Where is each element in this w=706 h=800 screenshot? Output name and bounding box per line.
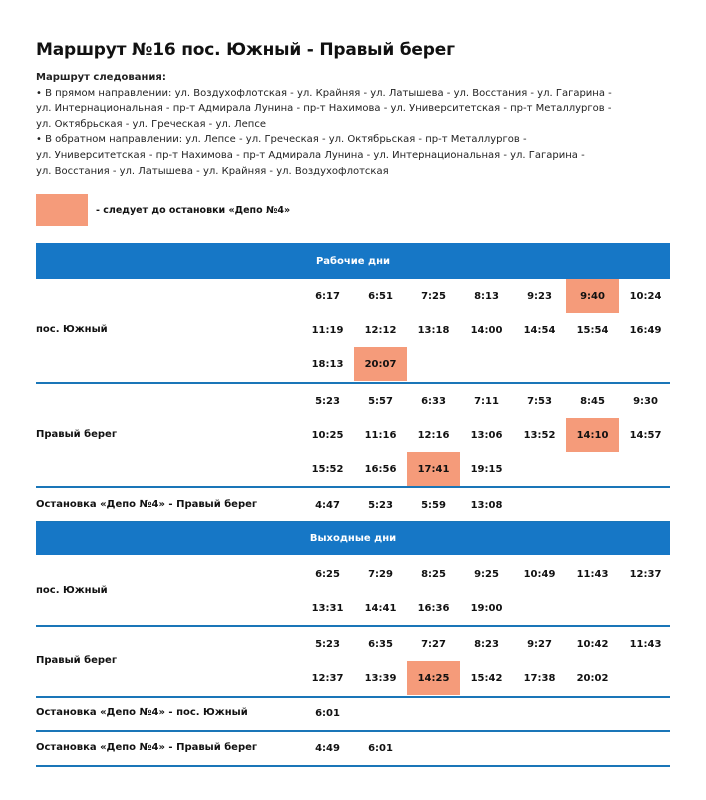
stop-name: Остановка «Депо №4» - Правый берег xyxy=(36,499,258,510)
page-title: Маршрут №16 пос. Южный - Правый берег xyxy=(36,40,455,60)
departure-time: 10:42 xyxy=(576,638,609,650)
departure-time: 10:49 xyxy=(523,568,556,580)
stop-name: Остановка «Депо №4» - пос. Южный xyxy=(36,707,248,718)
departure-time: 10:25 xyxy=(311,429,344,441)
stop-name: Остановка «Депо №4» - Правый берег xyxy=(36,742,258,753)
departure-time: 13:31 xyxy=(311,602,344,614)
departure-time: 14:54 xyxy=(523,324,556,336)
departure-time: 6:01 xyxy=(368,742,393,754)
legend xyxy=(36,194,290,226)
route-line: • В обратном направлении: ул. Лепсе - ул. Греческая - ул. Октябрьская - пр-т Металлургов - xyxy=(36,134,527,146)
departure-time: 4:47 xyxy=(315,499,340,511)
departure-time: 9:27 xyxy=(527,638,552,650)
departure-time: 5:23 xyxy=(315,395,340,407)
departure-time: 7:29 xyxy=(368,568,393,580)
departure-time: 12:12 xyxy=(364,324,397,336)
departure-time: 8:13 xyxy=(474,290,499,302)
departure-time: 19:15 xyxy=(470,463,503,475)
route-line: • В прямом направлении: ул. Воздухофлотская - ул. Крайняя - ул. Латышева - ул. Восстания - ул. Гагарина - xyxy=(36,87,612,99)
departure-time: 13:18 xyxy=(417,324,450,336)
departure-time: 4:49 xyxy=(315,742,340,754)
route-line: ул. Университетская - пр-т Нахимова - пр-т Адмирала Лунина - ул. Интернациональная - ул. Гагарина - xyxy=(36,149,585,161)
row-divider xyxy=(36,765,670,767)
departure-time: 15:54 xyxy=(576,324,609,336)
departure-time: 6:33 xyxy=(421,395,446,407)
departure-time: 6:25 xyxy=(315,568,340,580)
departure-time: 15:52 xyxy=(311,463,344,475)
departure-time: 8:23 xyxy=(474,638,499,650)
departure-time: 14:00 xyxy=(470,324,503,336)
departure-time: 13:39 xyxy=(364,672,397,684)
departure-time: 16:36 xyxy=(417,602,450,614)
departure-time: 14:57 xyxy=(629,429,662,441)
departure-time: 11:43 xyxy=(629,638,662,650)
departure-time: 14:25 xyxy=(407,661,460,695)
departure-time: 11:43 xyxy=(576,568,609,580)
departure-time: 12:16 xyxy=(417,429,450,441)
section-header: Рабочие дни xyxy=(36,243,670,279)
departure-time: 6:51 xyxy=(368,290,393,302)
departure-time: 14:41 xyxy=(364,602,397,614)
route-label: Маршрут следования: xyxy=(36,72,166,83)
departure-time: 15:42 xyxy=(470,672,503,684)
departure-time: 13:06 xyxy=(470,429,503,441)
departure-time: 13:08 xyxy=(470,499,503,511)
departure-time: 5:57 xyxy=(368,395,393,407)
departure-time: 12:37 xyxy=(311,672,344,684)
departure-time: 9:30 xyxy=(633,395,658,407)
departure-time: 5:59 xyxy=(421,499,446,511)
departure-time: 16:49 xyxy=(629,324,662,336)
stop-name: пос. Южный xyxy=(36,324,108,335)
route-line: ул. Интернациональная - пр-т Адмирала Лунина - пр-т Нахимова - ул. Университетская - пр-т Металлургов - xyxy=(36,103,612,115)
departure-time: 9:23 xyxy=(527,290,552,302)
departure-time: 8:25 xyxy=(421,568,446,580)
departure-time: 7:25 xyxy=(421,290,446,302)
departure-time: 6:17 xyxy=(315,290,340,302)
route-line: ул. Октябрьская - ул. Греческая - ул. Лепсе xyxy=(36,118,266,130)
departure-time: 14:10 xyxy=(566,418,619,452)
departure-time: 11:19 xyxy=(311,324,344,336)
departure-time: 20:07 xyxy=(354,347,407,381)
legend-swatch xyxy=(36,194,88,226)
departure-time: 9:40 xyxy=(566,279,619,313)
departure-time: 17:41 xyxy=(407,452,460,486)
departure-time: 5:23 xyxy=(315,638,340,650)
departure-time: 10:24 xyxy=(629,290,662,302)
departure-time: 18:13 xyxy=(311,358,344,370)
departure-time: 5:23 xyxy=(368,499,393,511)
route-description xyxy=(36,70,676,179)
departure-time: 7:11 xyxy=(474,395,499,407)
departure-time: 8:45 xyxy=(580,395,605,407)
departure-time: 17:38 xyxy=(523,672,556,684)
departure-time: 19:00 xyxy=(470,602,503,614)
departure-time: 12:37 xyxy=(629,568,662,580)
departure-time: 6:35 xyxy=(368,638,393,650)
departure-time: 7:53 xyxy=(527,395,552,407)
departure-time: 9:25 xyxy=(474,568,499,580)
legend-text: - следует до остановки «Депо №4» xyxy=(96,204,291,216)
departure-time: 16:56 xyxy=(364,463,397,475)
stop-name: Правый берег xyxy=(36,429,118,440)
departure-time: 13:52 xyxy=(523,429,556,441)
departure-time: 20:02 xyxy=(576,672,609,684)
departure-time: 6:01 xyxy=(315,707,340,719)
section-header: Выходные дни xyxy=(36,522,670,555)
departure-time: 11:16 xyxy=(364,429,397,441)
departure-time: 7:27 xyxy=(421,638,446,650)
stop-name: Правый берег xyxy=(36,655,118,666)
stop-name: пос. Южный xyxy=(36,585,108,596)
route-line: ул. Восстания - ул. Латышева - ул. Крайняя - ул. Воздухофлотская xyxy=(36,165,389,177)
